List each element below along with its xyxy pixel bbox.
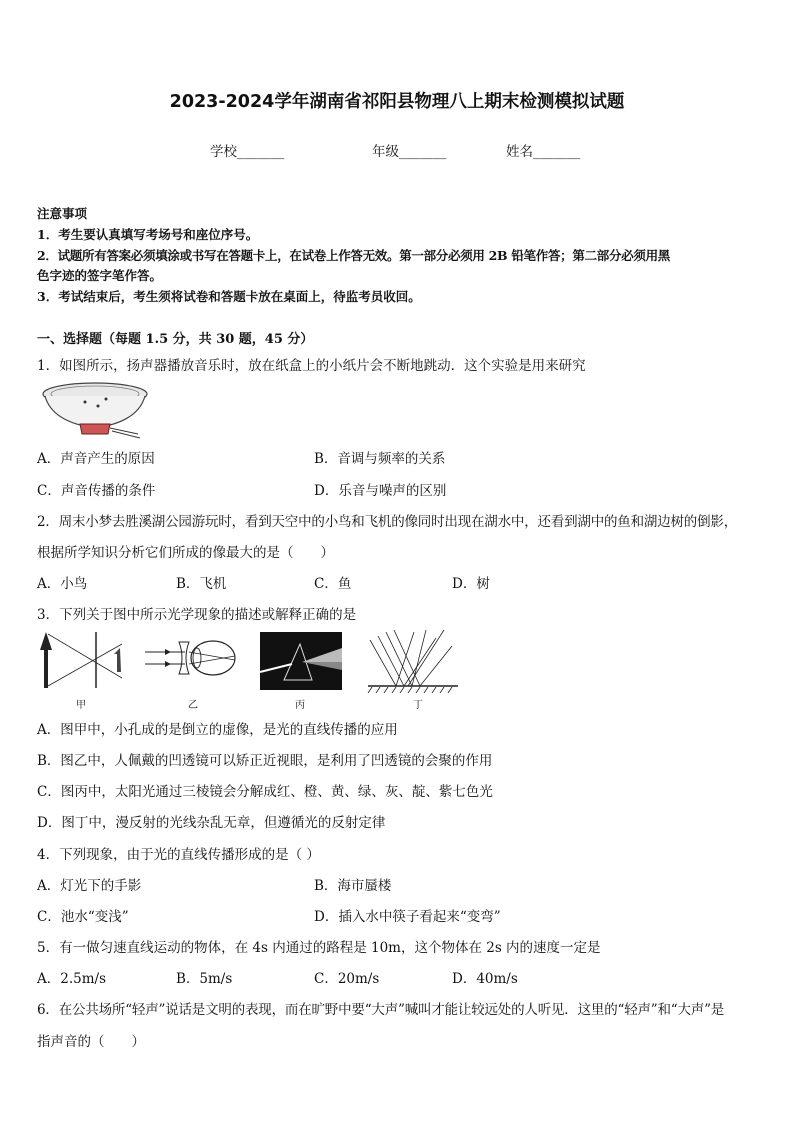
question-4-stem: 4．下列现象，由于光的直线传播形成的是（ ） xyxy=(37,847,320,863)
question-3-option-b[interactable]: B．图乙中，人佩戴的凹透镜可以矫正近视眼，是利用了凹透镜的会聚的作用 xyxy=(37,753,493,769)
figure-label-jia: 甲 xyxy=(76,700,86,711)
question-1-option-d[interactable]: D．乐音与噪声的区别 xyxy=(314,483,447,499)
note-item: 色字迹的签字笔作答。 xyxy=(37,268,163,283)
question-4-option-d[interactable]: D．插入水中筷子看起来“变弯” xyxy=(314,909,501,925)
question-2-stem-line1: 2．周末小梦去胜溪湖公园游玩时，看到天空中的小鸟和飞机的像同时出现在湖水中，还看到湖中的鱼和湖边树的倒影， xyxy=(37,514,737,530)
question-2-option-a[interactable]: A．小鸟 xyxy=(37,576,88,592)
question-1-option-b[interactable]: B．音调与频率的关系 xyxy=(314,451,446,467)
note-item: 1．考生要认真填写考场号和座位序号。 xyxy=(37,227,259,242)
figure-label-yi: 乙 xyxy=(188,700,198,711)
grade-field: 年级_______ xyxy=(372,144,447,160)
question-3-option-c[interactable]: C．图丙中，太阳光通过三棱镜会分解成红、橙、黄、绿、灰、靛、紫七色光 xyxy=(37,784,493,800)
section-title: 一、选择题（每题 1.5 分，共 30 题，45 分） xyxy=(37,332,314,347)
note-item: 3．考试结束后，考生须将试卷和答题卡放在桌面上，待监考员收回。 xyxy=(37,289,421,304)
question-1-option-a[interactable]: A．声音产生的原因 xyxy=(37,451,155,467)
question-2-option-d[interactable]: D．树 xyxy=(452,576,490,592)
question-5-option-d[interactable]: D．40m/s xyxy=(452,971,518,987)
question-3-option-d[interactable]: D．图丁中，漫反射的光线杂乱无章，但遵循光的反射定律 xyxy=(37,815,386,831)
question-2-stem-line2: 根据所学知识分析它们所成的像最大的是（ ） xyxy=(37,545,334,561)
question-6-stem-line2: 指声音的（ ） xyxy=(37,1034,145,1050)
question-5-option-c[interactable]: C．20m/s xyxy=(314,971,380,987)
school-field: 学校_______ xyxy=(210,144,285,160)
question-3-stem: 3．下列关于图中所示光学现象的描述或解释正确的是 xyxy=(37,607,357,623)
question-5-option-b[interactable]: B．5m/s xyxy=(176,971,233,987)
page-title: 2023-2024学年湖南省祁阳县物理八上期末检测模拟试题 xyxy=(169,92,625,112)
question-2-option-b[interactable]: B．飞机 xyxy=(176,576,227,592)
question-2-option-c[interactable]: C．鱼 xyxy=(314,576,352,592)
notes-heading: 注意事项 xyxy=(37,206,88,221)
name-field: 姓名_______ xyxy=(506,144,581,160)
question-1-stem: 1．如图所示，扬声器播放音乐时，放在纸盒上的小纸片会不断地跳动．这个实验是用来研究 xyxy=(37,358,586,374)
question-4-option-a[interactable]: A．灯光下的手影 xyxy=(37,878,142,894)
prism-figure xyxy=(260,632,342,690)
question-5-option-a[interactable]: A．2.5m/s xyxy=(37,971,106,987)
question-3-option-a[interactable]: A．图甲中，小孔成的是倒立的虚像，是光的直线传播的应用 xyxy=(37,722,398,738)
speaker-figure xyxy=(40,380,152,440)
question-5-stem: 5．有一做匀速直线运动的物体，在 4s 内通过的路程是 10m，这个物体在 2s 内的速度一定是 xyxy=(37,940,601,956)
eye-lens-figure xyxy=(145,638,240,678)
pinhole-figure xyxy=(38,630,128,692)
question-4-option-c[interactable]: C．池水“变浅” xyxy=(37,909,129,925)
question-6-stem-line1: 6．在公共场所“轻声”说话是文明的表现，而在旷野中要“大声”喊叫才能让较远处的人听见．这里的“轻声”和“大声”是 xyxy=(37,1002,725,1018)
diffuse-reflection-figure xyxy=(366,628,460,694)
question-4-option-b[interactable]: B．海市蜃楼 xyxy=(314,878,392,894)
note-item: 2．试题所有答案必须填涂或书写在答题卡上，在试卷上作答无效。第一部分必须用 2B 铅笔作答；第二部分必须用黑 xyxy=(37,248,670,263)
figure-label-bing: 丙 xyxy=(295,700,305,711)
figure-label-ding: 丁 xyxy=(413,700,423,711)
question-1-option-c[interactable]: C．声音传播的条件 xyxy=(37,483,156,499)
